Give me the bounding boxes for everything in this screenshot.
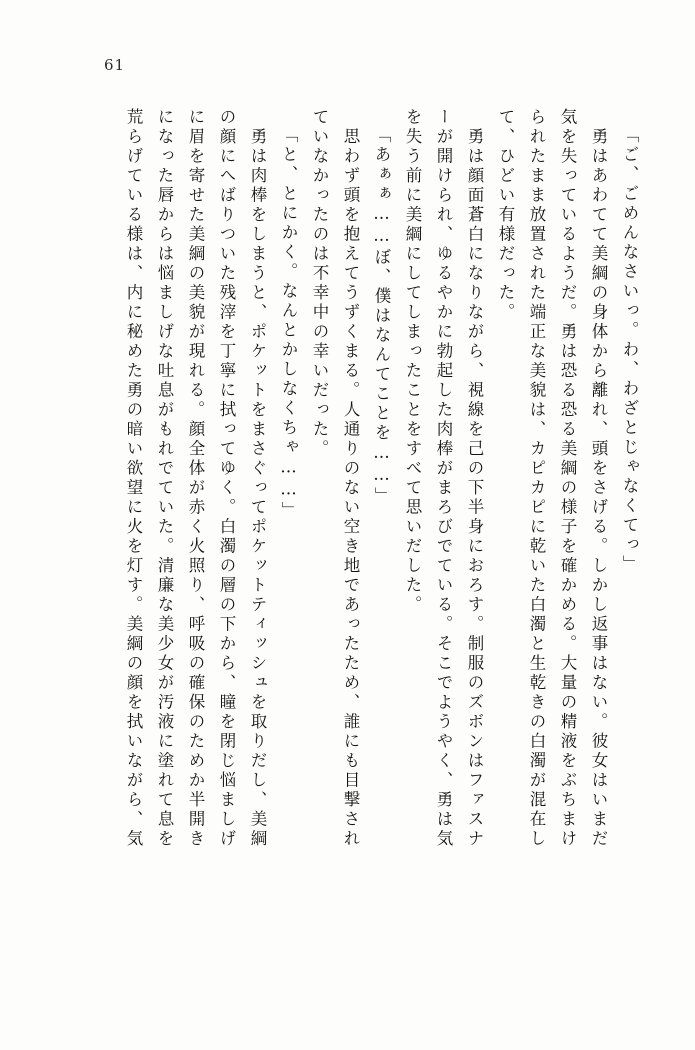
text-line: 勇は顔面蒼白になりながら、視線を己の下半身におろす。制服のズボンはファスナ [465, 108, 484, 849]
text-line: になった唇からは悩ましげな吐息がもれでていた。清廉な美少女が汚液に塗れて息を [155, 108, 174, 849]
vertical-text-body [60, 108, 637, 988]
text-line: を失う前に美綱にしてしまったことをすべて思いだした。 [403, 108, 422, 615]
text-line: の顔にへばりついた残滓を丁寧に拭ってゆく。白濁の層の下から、瞳を閉じ悩ましげ [217, 108, 236, 849]
text-line: 勇はあわてて美綱の身体から離れ、頭をさげる。しかし返事はない。彼女はいまだ [589, 108, 608, 849]
page-number: 61 [104, 56, 126, 74]
text-line: られたまま放置された端正な美貌は、カピカピに乾いた白濁と生乾きの白濁が混在し [527, 108, 546, 849]
text-line: ていなかったのは不幸中の幸いだった。 [310, 108, 329, 459]
text-line: 「あぁぁ……ぼ、僕はなんてことを……」 [372, 126, 391, 507]
text-line: 「ご、ごめんなさいっ。わ、わざとじゃなくてっ」 [620, 126, 639, 575]
text-line: に眉を寄せた美綱の美貌が現れる。顔全体が赤く火照り、呼吸の確保のためか半開き [186, 108, 205, 849]
text-line: 思わず頭を抱えてうずくまる。人通りのない空き地であったため、誰にも目撃され [341, 108, 360, 849]
text-line: ーが開けられ、ゆるやかに勃起した肉棒がまろびでている。そこでようやく、勇は気 [434, 108, 453, 849]
text-line: 荒らげている様は、内に秘めた勇の暗い欲望に火を灯す。美綱の顔を拭いながら、気 [124, 108, 143, 849]
text-line: て、ひどい有様だった。 [496, 108, 515, 323]
text-line: 気を失っているようだ。勇は恐る恐る美綱の様子を確かめる。大量の精液をぶちまけ [558, 108, 577, 849]
text-line: 勇は肉棒をしまうと、ポケットをまさぐってポケットティッシュを取りだし、美綱 [248, 108, 267, 849]
text-line: 「と、とにかく。なんとかしなくちゃ……」 [279, 126, 298, 521]
